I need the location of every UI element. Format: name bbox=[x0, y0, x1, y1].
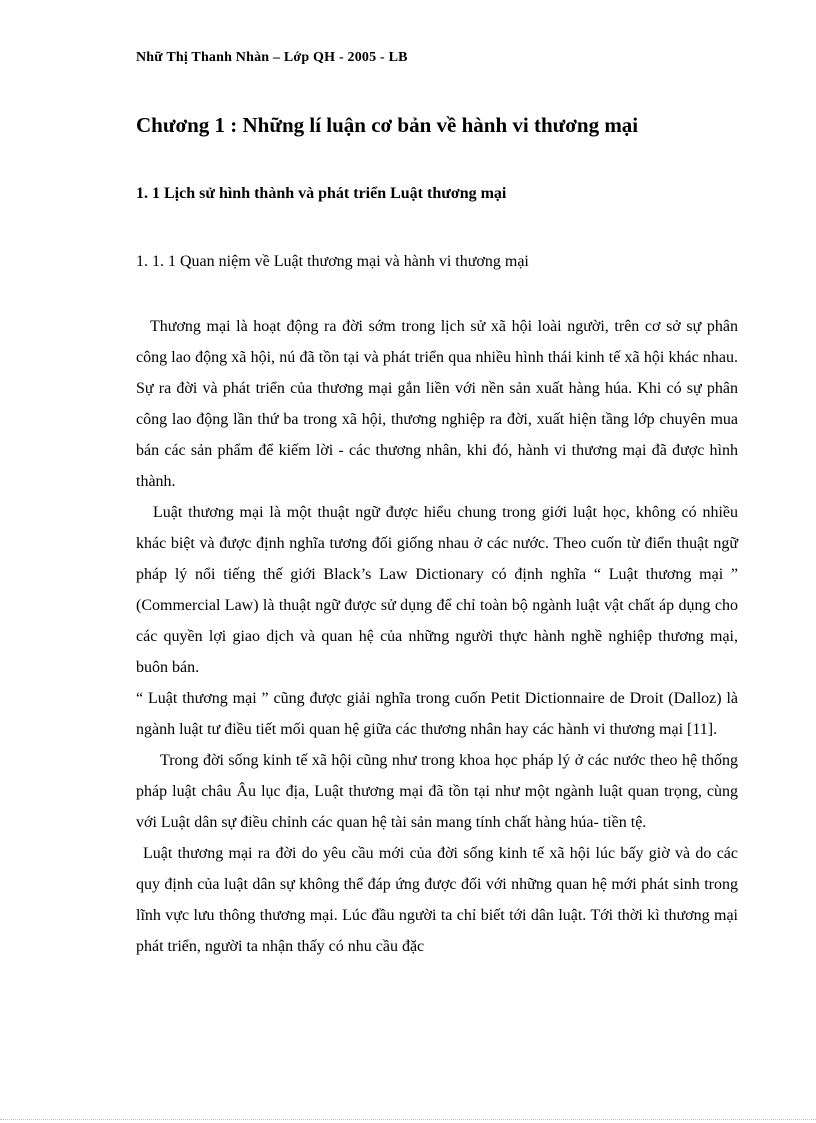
paragraph-4: Trong đời sống kinh tế xã hội cũng như trong khoa học pháp lý ở các nước theo hệ thống pháp luật châu Âu lục địa, Luật thương mại đã tồn tại như một ngành luật quan trọng, cùng với Luật dân sự điều chỉnh các quan hệ tài sản mang tính chất hàng húa- tiền tệ. bbox=[136, 752, 738, 831]
paragraph-1: Thương mại là hoạt động ra đời sớm trong lịch sử xã hội loài người, trên cơ sở sự phân công lao động xã hội, nú đã tồn tại và phát triển qua nhiều hình thái kinh tế xã hội khác nhau. Sự ra đời và phát triển của thương mại gắn liền với nền sản xuất hàng húa. Khi có sự phân công lao động lần thứ ba trong xã hội, thương nghiệp ra đời, xuất hiện tầng lớp chuyên mua bán các sản phẩm để kiếm lời - các thương nhân, khi đó, hành vi thương mại đã được hình thành. bbox=[136, 318, 738, 490]
subsection-title: 1. 1. 1 Quan niệm về Luật thương mại và hành vi thương mại bbox=[136, 253, 529, 270]
body-text bbox=[136, 311, 738, 962]
paragraph-3: “ Luật thương mại ” cũng được giải nghĩa trong cuốn Petit Dictionnaire de Droit (Dalloz) là ngành luật tư điều tiết mối quan hệ giữa các thương nhân hay các hành vi thương mại [11]. bbox=[136, 690, 738, 738]
section-title: 1. 1 Lịch sử hình thành và phát triển Luật thương mại bbox=[136, 185, 507, 202]
page-header: Nhữ Thị Thanh Nhàn – Lớp QH - 2005 - LB bbox=[136, 50, 408, 65]
paragraph-5: Luật thương mại ra đời do yêu cầu mới của đời sống kinh tế xã hội lúc bấy giờ và do các quy định của luật dân sự không thể đáp ứng được đối với những quan hệ mới phát sinh trong lĩnh vực lưu thông thương mại. Lúc đầu người ta chỉ biết tới dân luật. Tới thời kì thương mại phát triển, người ta nhận thấy có nhu cầu đặc bbox=[136, 845, 738, 955]
chapter-title: Chương 1 : Những lí luận cơ bản về hành vi thương mại bbox=[136, 113, 639, 137]
page-bottom-rule bbox=[0, 1119, 816, 1120]
paragraph-2: Luật thương mại là một thuật ngữ được hiểu chung trong giới luật học, không có nhiều khác biệt và được định nghĩa tương đối giống nhau ở các nước. Theo cuốn từ điển thuật ngữ pháp lý nổi tiếng thế giới Black’s Law Dictionary có định nghĩa “ Luật thương mại ” (Commercial Law) là thuật ngữ được sử dụng để chỉ toàn bộ ngành luật vật chất áp dụng cho các quyền lợi giao dịch và quan hệ của những người thực hành nghề nghiệp thương mại, buôn bán. bbox=[136, 504, 738, 676]
